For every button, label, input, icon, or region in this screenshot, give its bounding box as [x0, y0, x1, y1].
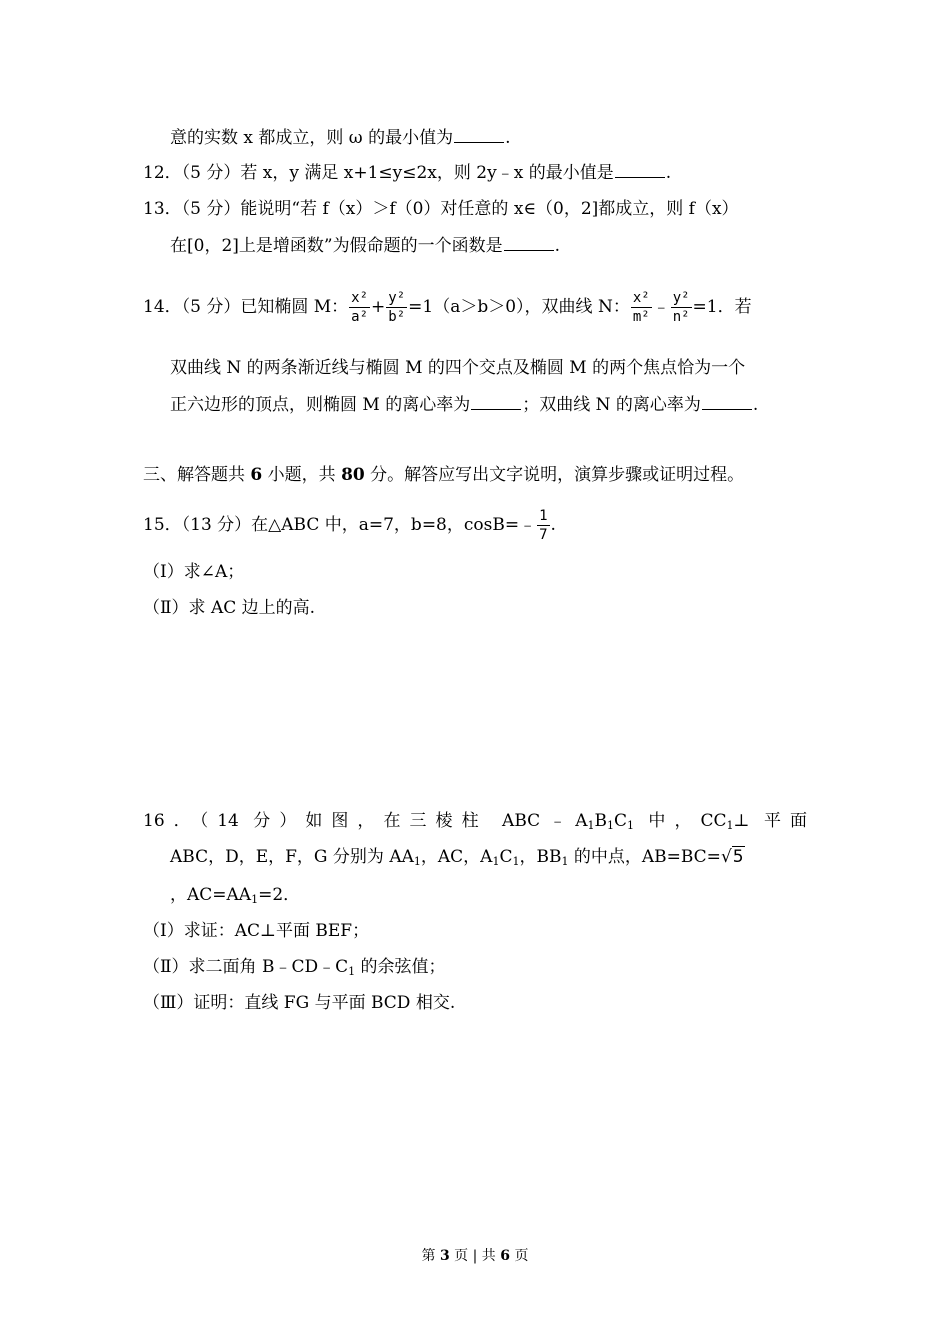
question-13-line1: [143, 199, 739, 219]
q16-line1c: ⊥ 平面: [733, 811, 807, 831]
footer-page-number: 3: [439, 1248, 450, 1264]
q12-end: .: [665, 163, 672, 183]
q12-text: 12．（5 分）若 x，y 满足 x+1≤y≤2x，则 2y﹣x 的最小值是: [143, 163, 614, 183]
section-3-heading: [143, 465, 744, 485]
q16-line3b: =2．: [258, 885, 301, 905]
answer-blank: [471, 395, 521, 410]
section3-c: 分。解答应写出文字说明，演算步骤或证明过程。: [364, 465, 745, 485]
question-15-part1: [143, 562, 244, 582]
q16-b1: B: [594, 811, 607, 831]
sub: 1: [251, 893, 259, 906]
q15-p2: （Ⅱ）求 AC 边上的高.: [143, 598, 316, 618]
sub: 1: [627, 819, 634, 832]
question-16-line2: [170, 847, 745, 867]
footer-total-pages: 6: [500, 1248, 511, 1264]
sqrt-radicand: 5: [732, 847, 744, 867]
question-12: [143, 163, 671, 183]
answer-blank: [454, 128, 504, 143]
question-14-line1: [143, 287, 752, 327]
question-16-line1: [143, 811, 807, 831]
frac-numerator: x²: [351, 290, 369, 306]
question-15-part2: [143, 598, 315, 618]
q14-end: .: [752, 395, 759, 415]
fraction-x2-a2: [349, 289, 370, 326]
q16-p2a: （Ⅱ）求二面角 B﹣CD﹣C: [143, 957, 349, 977]
sub: 1: [606, 819, 614, 832]
footer-c: 页: [510, 1248, 529, 1264]
q13-end: .: [554, 236, 560, 256]
q16-line1a: 16．（14 分）如图，在三棱柱 ABC﹣A: [143, 811, 588, 831]
section3-a: 三、解答题共: [143, 465, 251, 485]
question-13-line2: [170, 236, 560, 256]
q16-line2a: ABC，D，E，F，G 分别为 AA: [170, 847, 414, 867]
question-15: [143, 505, 556, 545]
frac-numerator: y²: [388, 290, 406, 306]
question-16-part3: [143, 993, 455, 1013]
question-16-part1: [143, 921, 369, 941]
fraction-1-7: [537, 507, 549, 544]
question-14-line2: [170, 358, 745, 378]
q13-line1: 13．（5 分）能说明“若 f（x）＞f（0）对任意的 x∈（0，2]都成立，则 f（x）: [143, 199, 739, 219]
question-11-continuation: [170, 128, 510, 148]
q16-p1: （Ⅰ）求证：AC⊥平面 BEF；: [143, 921, 370, 941]
frac-denominator: 7: [539, 527, 548, 543]
footer-b: 页 | 共: [449, 1248, 501, 1264]
q16-line2c: C: [499, 847, 513, 867]
sqrt-5: [721, 846, 745, 867]
fraction-y2-n2: [671, 289, 692, 326]
sub: 1: [587, 819, 595, 832]
q13-line2: 在[0，2]上是增函数”为假命题的一个函数是: [170, 236, 503, 256]
footer-a: 第: [421, 1248, 440, 1264]
q14-suffix: =1．若: [692, 297, 752, 317]
q16-p2b: 的余弦值；: [355, 957, 446, 977]
page-footer: [0, 1245, 950, 1265]
sub: 1: [512, 855, 520, 868]
fraction-y2-b2: [386, 289, 407, 326]
sub: 1: [561, 855, 569, 868]
sub: 1: [413, 855, 421, 868]
q16-line2b: ，AC，A: [420, 847, 493, 867]
frac-denominator: a²: [351, 309, 369, 325]
fraction-x2-m2: [631, 289, 652, 326]
frac-numerator: y²: [672, 290, 690, 306]
q11-text: 意的实数 x 都成立，则 ω 的最小值为: [170, 128, 454, 148]
sub: 1: [726, 819, 734, 832]
question-14-line3: [170, 395, 758, 415]
q14-line3a: 正六边形的顶点，则椭圆 M 的离心率为: [170, 395, 471, 415]
sub: 1: [492, 855, 500, 868]
sqrt-symbol: √: [720, 847, 732, 867]
section3-b: 小题，共: [262, 465, 342, 485]
frac-numerator: x²: [632, 290, 650, 306]
sub: 1: [348, 965, 356, 978]
q15-prefix: 15．（13 分）在△ABC 中，a=7，b=8，cosB=﹣: [143, 515, 537, 535]
q14-line3b: ；双曲线 N 的离心率为: [522, 395, 701, 415]
q16-line3a: ，AC=AA: [170, 885, 252, 905]
frac-denominator: b²: [388, 309, 406, 325]
question-16-part2: [143, 957, 446, 977]
minus-sign: ﹣: [652, 297, 670, 317]
section3-points: 80: [341, 465, 365, 485]
answer-blank: [615, 163, 665, 178]
frac-denominator: m²: [632, 309, 650, 325]
q15-end: .: [550, 515, 556, 535]
q16-line2e: 的中点，AB=BC=: [568, 847, 721, 867]
q11-end: .: [505, 128, 511, 148]
answer-blank: [702, 395, 752, 410]
frac-denominator: n²: [672, 309, 690, 325]
answer-blank: [504, 236, 554, 251]
q15-p1: （Ⅰ）求∠A；: [143, 562, 245, 582]
q16-c1: C: [613, 811, 627, 831]
q14-mid: =1（a＞b＞0），双曲线 N：: [408, 297, 630, 317]
q14-line2: 双曲线 N 的两条渐近线与椭圆 M 的四个交点及椭圆 M 的两个焦点恰为一个: [170, 358, 746, 378]
q16-line2d: ，BB: [519, 847, 562, 867]
plus-sign: +: [371, 297, 386, 317]
q16-p3: （Ⅲ）证明：直线 FG 与平面 BCD 相交.: [143, 993, 456, 1013]
section3-count: 6: [250, 465, 263, 485]
frac-numerator: 1: [539, 508, 548, 524]
question-16-line3: [170, 885, 300, 905]
q16-line1b: 中，CC: [634, 811, 727, 831]
q14-prefix: 14．（5 分）已知椭圆 M：: [143, 297, 349, 317]
